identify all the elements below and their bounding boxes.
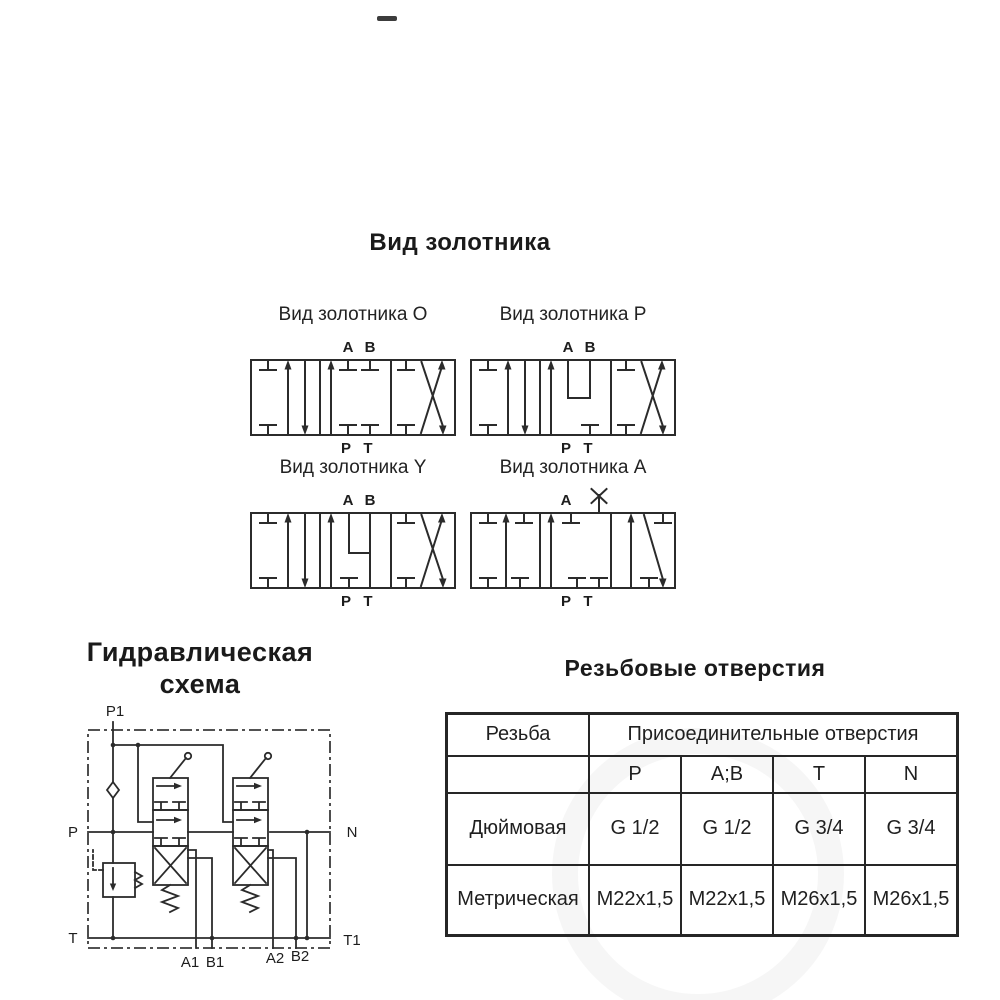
- cell-metric-t: M26x1,5: [773, 865, 865, 936]
- hydraulic-title-line1: Гидравлическая: [86, 637, 314, 667]
- port-col-p: P: [589, 756, 681, 793]
- label-t: T: [68, 930, 78, 947]
- valve-a-title: Вид золотника A: [499, 457, 647, 478]
- port-label-b: B: [364, 339, 376, 356]
- port-label-t: T: [363, 440, 373, 457]
- relief-spring-icon: [135, 872, 142, 888]
- valve-p-title: Вид золотника P: [499, 304, 647, 325]
- group-header: Присоединительные отверстия: [589, 714, 958, 756]
- spool-section-title: Вид золотника: [369, 229, 551, 256]
- valve-figure-p: [463, 304, 683, 465]
- port-label-p: P: [560, 440, 572, 457]
- label-b2: B2: [290, 948, 310, 965]
- section-2-paths: [331, 513, 370, 588]
- row-name-inch: Дюймовая: [447, 793, 590, 865]
- valve-section-1: [153, 753, 191, 912]
- section-2-paths: [331, 360, 378, 435]
- spring-icon: [242, 885, 258, 912]
- valve-a-symbol: [463, 483, 683, 613]
- lever-knob-icon: [265, 753, 271, 759]
- valve-o-title: Вид золотника O: [278, 304, 428, 325]
- relief-pilot-line: [93, 850, 103, 870]
- hydraulic-schematic: [58, 698, 370, 993]
- label-a2: A2: [265, 950, 285, 967]
- port-col-ab: A;B: [681, 756, 773, 793]
- section-3-cross-paths: [398, 360, 443, 435]
- port-label-b: B: [364, 492, 376, 509]
- label-a1: A1: [180, 954, 200, 971]
- section-2-paths: [551, 513, 607, 588]
- port-label-p: P: [340, 440, 352, 457]
- port-label-p: P: [340, 593, 352, 610]
- cell-inch-t: G 3/4: [773, 793, 865, 865]
- port-col-n: N: [865, 756, 958, 793]
- valve-p-symbol: [463, 330, 683, 460]
- thread-table: [445, 712, 959, 937]
- port-label-a: A: [560, 492, 572, 509]
- section-1-paths: [260, 360, 305, 435]
- port-label-t: T: [583, 593, 593, 610]
- port-label-a: A: [342, 339, 354, 356]
- cell-inch-ab: G 1/2: [681, 793, 773, 865]
- port-label-t: T: [363, 593, 373, 610]
- valve-y-symbol: [243, 483, 463, 613]
- thread-col-header: Резьба: [447, 714, 590, 756]
- section-1-paths: [480, 360, 525, 435]
- label-n: N: [346, 824, 358, 841]
- lever-knob-icon: [185, 753, 191, 759]
- valve-o-symbol: [243, 330, 463, 460]
- port-label-a: A: [342, 492, 354, 509]
- label-t1: T1: [343, 932, 361, 949]
- valve-figure-a: [463, 457, 683, 618]
- label-p1: P1: [105, 703, 125, 720]
- valve-body: [471, 513, 675, 588]
- section-3-cross-paths: [618, 360, 663, 435]
- lever-icon: [170, 758, 186, 778]
- port-label-t: T: [583, 440, 593, 457]
- valve-y-title: Вид золотника Y: [279, 457, 427, 478]
- spring-icon: [162, 885, 178, 912]
- port-col-t: T: [773, 756, 865, 793]
- label-p: P: [67, 824, 79, 841]
- plugged-port-icon: [592, 489, 607, 513]
- cell-inch-n: G 3/4: [865, 793, 958, 865]
- cell-metric-n: M26x1,5: [865, 865, 958, 936]
- work-port-lines: [188, 850, 296, 948]
- valve-figure-o: [243, 304, 463, 465]
- top-dash-mark: [377, 16, 397, 21]
- cell-inch-p: G 1/2: [589, 793, 681, 865]
- enclosure-boundary: [88, 730, 330, 948]
- empty-cell: [447, 756, 590, 793]
- port-label-b: B: [584, 339, 596, 356]
- cell-metric-ab: M22x1,5: [681, 865, 773, 936]
- section-3-cross-paths: [398, 513, 443, 588]
- section-1-paths: [480, 513, 532, 588]
- label-b1: B1: [205, 954, 225, 971]
- port-label-a: A: [562, 339, 574, 356]
- table-row: [447, 793, 958, 865]
- cell-metric-p: M22x1,5: [589, 865, 681, 936]
- row-name-metric: Метрическая: [447, 865, 590, 936]
- valve-section-2: [233, 753, 271, 912]
- section-3-paths: [631, 513, 671, 588]
- junction-dots: [111, 743, 310, 941]
- hydraulic-title-line2: схема: [159, 669, 241, 699]
- thread-table-title: Резьбовые отверстия: [564, 655, 826, 681]
- table-row: [447, 865, 958, 936]
- section-1-paths: [260, 513, 305, 588]
- section-2-paths: [551, 360, 598, 435]
- lever-icon: [250, 758, 266, 778]
- valve-figure-y: [243, 457, 463, 618]
- relief-valve-body: [103, 863, 135, 897]
- hydraulic-schematic-title: [45, 636, 355, 700]
- check-valve-icon: [107, 782, 119, 798]
- port-label-p: P: [560, 593, 572, 610]
